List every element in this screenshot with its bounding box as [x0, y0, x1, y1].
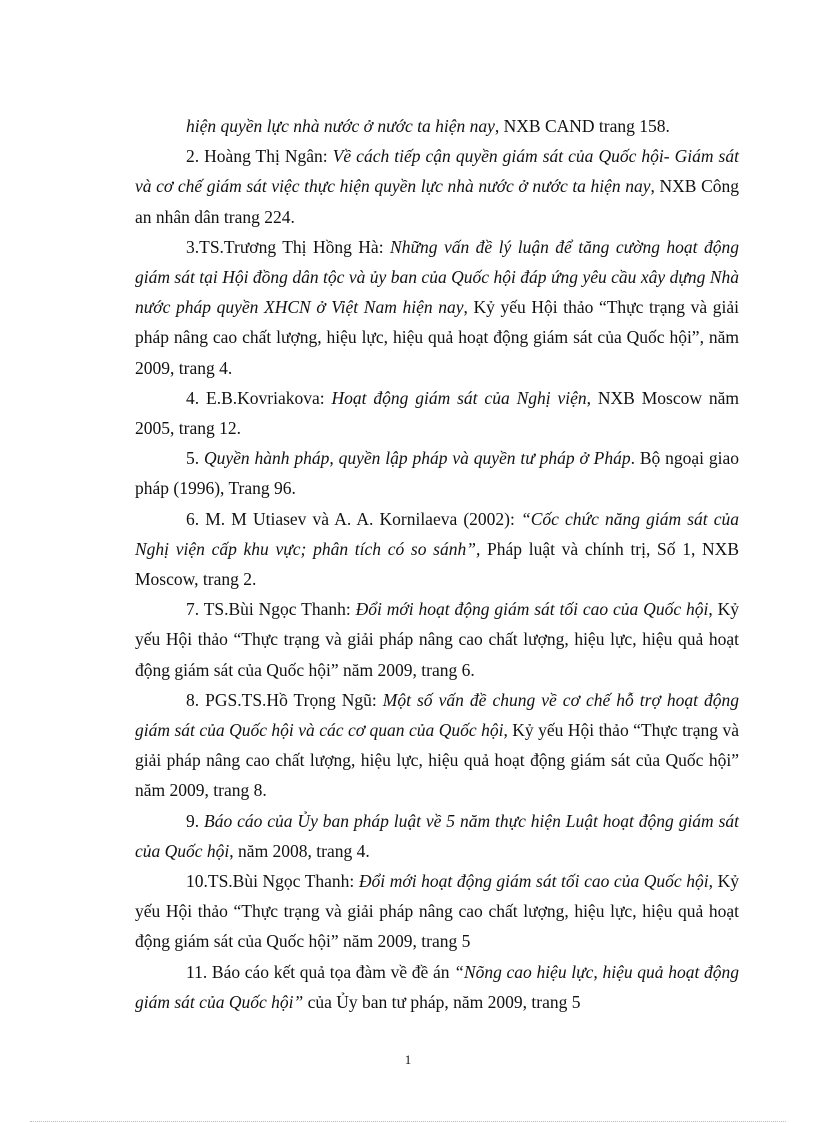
reference-r9 — [135, 806, 739, 866]
reference-r1 — [135, 111, 739, 141]
reference-r7 — [135, 594, 739, 685]
reference-r11 — [135, 957, 739, 1017]
reference-r4 — [135, 383, 739, 443]
reference-title: Những vấn đề lý luận để tăng cường hoạt động giám sát tại Hội đồng dân tộc và ủy ban của Quốc hội đáp ứng yêu cầu xây dựng Nhà nước pháp quyền XHCN ở Việt Nam hiện nay — [135, 236, 739, 318]
reference-title: Quyền hành pháp, quyền lập pháp và quyền tư pháp ở Pháp — [203, 448, 631, 469]
reference-text: Pháp luật và chính trị, Số 1, NXB Moscow, trang 2. — [135, 538, 739, 590]
reference-r2 — [135, 141, 739, 232]
reference-title: hiện quyền lực nhà nước ở nước ta hiện nay — [186, 116, 495, 136]
reference-text: , Kỷ yếu Hội thảo “Thực trạng và giải pháp nâng cao chất lượng, hiệu lực, hiệu quả hoạt động giám sát của Quốc hội”, năm 2009, trang 4. — [135, 297, 739, 378]
reference-text: 6. M. M Utiasev và A. A. Kornilaeva (2002): — [186, 508, 521, 529]
reference-text: , NXB Công an nhân dân trang 224. — [135, 176, 739, 227]
reference-r3 — [135, 232, 739, 383]
reference-text: 2. Hoàng Thị Ngân: — [186, 146, 333, 167]
reference-text: , năm 2008, trang 4. — [229, 840, 370, 861]
reference-title: “Cốc chức năng giám sát của Nghị viện cấp khu vực; phân tích có so sánh”, — [135, 508, 739, 559]
reference-r10 — [135, 866, 739, 957]
page-number: 1 — [404, 1052, 412, 1067]
reference-text: 3.TS.Trương Thị Hồng Hà: — [186, 236, 391, 257]
reference-r8 — [135, 685, 739, 806]
reference-text: , Kỷ yếu Hội thảo “Thực trạng và giải pháp nâng cao chất lượng, hiệu lực, hiệu quả hoạt động giám sát của Quốc hội” năm 2009, trang 6. — [135, 599, 739, 680]
reference-text: 10.TS.Bùi Ngọc Thanh: — [186, 871, 359, 892]
reference-text: 4. E.B.Kovriakova: — [186, 387, 332, 408]
reference-text: . Bộ ngoại giao pháp (1996), Trang 96. — [135, 448, 739, 499]
reference-list — [135, 111, 739, 1017]
reference-text: của Ủy ban tư pháp, năm 2009, trang 5 — [303, 991, 581, 1012]
reference-text: 7. TS.Bùi Ngọc Thanh: — [186, 599, 356, 620]
reference-title: Một số vấn đề chung về cơ chế hỗ trợ hoạt động giám sát của Quốc hội và các cơ quan của Quốc hội — [135, 689, 739, 741]
reference-text: , NXB Moscow năm 2005, trang 12. — [135, 387, 740, 439]
reference-title: Báo cáo của Ủy ban pháp luật về 5 năm thực hiện Luật hoạt động giám sát của Quốc hội — [135, 810, 740, 861]
reference-title: “Nõng cao hiệu lực, hiệu quả hoạt động giám sát của Quốc hội” — [135, 961, 739, 1012]
reference-text: 9. — [186, 810, 205, 831]
reference-text: 5. — [186, 448, 204, 469]
reference-text: , Kỷ yếu Hội thảo “Thực trạng và giải pháp nâng cao chất lượng, hiệu lực, hiệu quả hoạt động giám sát của Quốc hội” năm 2009, trang 5 — [135, 871, 739, 952]
reference-text: 8. PGS.TS.Hồ Trọng Ngũ: — [186, 689, 383, 710]
reference-title: Đổi mới hoạt động giám sát tối cao của Quốc hội — [355, 599, 709, 620]
reference-text: 11. Báo cáo kết quả tọa đàm về đề án — [186, 961, 455, 982]
reference-title: Về cách tiếp cận quyền giám sát của Quốc hội- Giám sát và cơ chế giám sát việc thực hiện quyền lực nhà nước ở nước ta hiện nay — [135, 146, 739, 197]
page-bottom-divider — [30, 1121, 786, 1122]
reference-text: , Kỷ yếu Hội thảo “Thực trạng và giải pháp nâng cao chất lượng, hiệu lực, hiệu quả hoạt động giám sát của Quốc hội” năm 2009, trang 8. — [135, 720, 740, 801]
reference-title: Hoạt động giám sát của Nghị viện — [331, 387, 587, 408]
reference-r5 — [135, 443, 739, 503]
reference-title: Đổi mới hoạt động giám sát tối cao của Quốc hội — [358, 871, 709, 892]
reference-r6 — [135, 504, 739, 595]
reference-text: , NXB CAND trang 158. — [494, 116, 670, 136]
